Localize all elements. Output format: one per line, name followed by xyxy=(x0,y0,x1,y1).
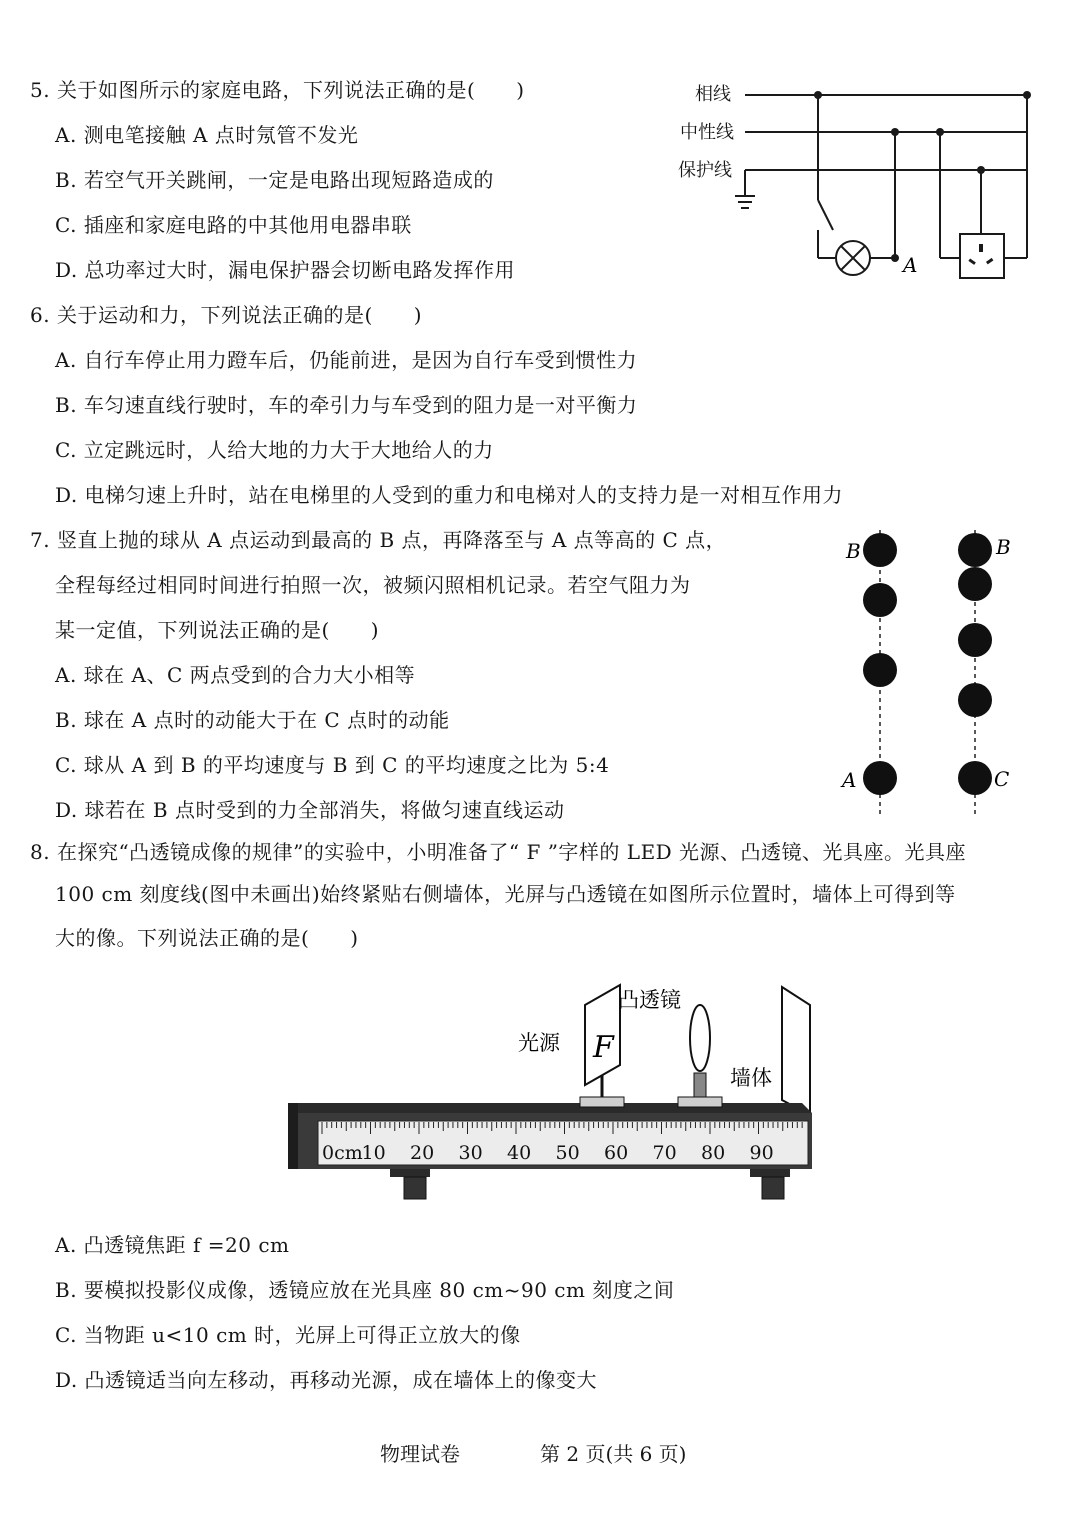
scale-label: 90 xyxy=(749,1142,774,1164)
q7-stem-line-3: 某一定值，下列说法正确的是( ) xyxy=(55,618,380,642)
point-a-dot xyxy=(891,254,899,262)
ball-left-3 xyxy=(863,653,897,687)
neutral-wire-label: 中性线 xyxy=(680,122,734,143)
q6-option-b: B. 车匀速直线行驶时，车的牵引力与车受到的阻力是一对平衡力 xyxy=(55,393,638,417)
circuit-diagram xyxy=(735,80,1035,280)
scale-label: 80 xyxy=(701,1142,726,1164)
ball-left-b xyxy=(863,533,897,567)
footer-page: 第 2 页(共 6 页) xyxy=(540,1442,687,1466)
q5-option-d: D. 总功率过大时，漏电保护器会切断电路发挥作用 xyxy=(55,258,516,282)
socket-icon xyxy=(960,234,1004,278)
ball-right-2 xyxy=(958,567,992,601)
right-bottom-label: C xyxy=(994,767,1010,791)
q7-option-a: A. 球在 A、C 两点受到的合力大小相等 xyxy=(55,663,416,687)
scale-label: 40 xyxy=(507,1142,532,1164)
q6-option-c: C. 立定跳远时，人给大地的力大于大地给人的力 xyxy=(55,438,494,462)
q8-stem-line-2: 100 cm 刻度线(图中未画出)始终紧贴右侧墙体，光屏与凸透镜在如图所示位置时，墙体上可得到等 xyxy=(55,882,956,906)
q8-stem-line-3: 大的像。下列说法正确的是( ) xyxy=(55,926,359,950)
ball-right-3 xyxy=(958,623,992,657)
scale-label: 30 xyxy=(458,1142,483,1164)
q8-option-b: B. 要模拟投影仪成像，透镜应放在光具座 80 cm~90 cm 刻度之间 xyxy=(55,1278,675,1302)
scale-label: 0cm xyxy=(322,1142,363,1164)
live-wire-label: 相线 xyxy=(695,84,731,105)
q5-option-b: B. 若空气开关跳闸，一定是电路出现短路造成的 xyxy=(55,168,494,192)
bench-top xyxy=(288,1103,812,1113)
q8-option-d: D. 凸透镜适当向左移动，再移动光源，成在墙体上的像变大 xyxy=(55,1368,598,1392)
ground-wire-label: 保护线 xyxy=(678,160,732,181)
ball-left-a xyxy=(863,761,897,795)
left-bottom-label: A xyxy=(842,768,857,792)
q6-stem: 6. 关于运动和力，下列说法正确的是( ) xyxy=(30,303,423,327)
ball-right-4 xyxy=(958,683,992,717)
ball-left-2 xyxy=(863,583,897,617)
point-a-label: A xyxy=(903,253,918,277)
q5-stem: 5. 关于如图所示的家庭电路，下列说法正确的是( ) xyxy=(30,78,525,102)
scale-label: 10 xyxy=(361,1142,386,1164)
scale-label: 60 xyxy=(604,1142,629,1164)
q7-option-b: B. 球在 A 点时的动能大于在 C 点时的动能 xyxy=(55,708,450,732)
scale-label: 70 xyxy=(652,1142,677,1164)
right-top-label: B xyxy=(996,535,1011,559)
q6-option-a: A. 自行车停止用力蹬车后，仍能前进，是因为自行车受到惯性力 xyxy=(55,348,638,372)
ball-right-c xyxy=(958,761,992,795)
source-letter: F xyxy=(593,1030,614,1065)
scale-label: 20 xyxy=(410,1142,435,1164)
q7-stem-line-2: 全程每经过相同时间进行拍照一次，被频闪照相机记录。若空气阻力为 xyxy=(55,573,691,597)
q6-option-d: D. 电梯匀速上升时，站在电梯里的人受到的重力和电梯对人的支持力是一对相互作用力 xyxy=(55,483,844,507)
strobe-photo-figure xyxy=(830,520,1030,820)
footer-subject: 物理试卷 xyxy=(380,1442,460,1466)
left-top-label: B xyxy=(846,539,861,563)
q5-option-a: A. 测电笔接触 A 点时氖管不发光 xyxy=(55,123,359,147)
optical-bench-figure xyxy=(280,975,840,1205)
q5-option-c: C. 插座和家庭电路的中其他用电器串联 xyxy=(55,213,412,237)
wall xyxy=(782,987,810,1115)
scale-label: 50 xyxy=(555,1142,580,1164)
wall-label: 墙体 xyxy=(730,1066,772,1090)
convex-lens xyxy=(690,1005,710,1071)
source-label: 光源 xyxy=(518,1031,560,1055)
q7-option-d: D. 球若在 B 点时受到的力全部消失，将做匀速直线运动 xyxy=(55,798,565,822)
ball-right-b xyxy=(958,533,992,567)
q7-stem-line-1: 7. 竖直上抛的球从 A 点运动到最高的 B 点，再降落至与 A 点等高的 C 点， xyxy=(30,528,727,552)
q8-option-a: A. 凸透镜焦距 f =20 cm xyxy=(55,1233,290,1257)
switch-blade xyxy=(818,200,833,230)
q7-option-c: C. 球从 A 到 B 的平均速度与 B 到 C 的平均速度之比为 5:4 xyxy=(55,753,610,777)
lens-label: 凸透镜 xyxy=(618,988,681,1012)
q8-stem-line-1: 8. 在探究“凸透镜成像的规律”的实验中，小明准备了“ F ”字样的 LED 光源、凸透镜、光具座。光具座 xyxy=(30,840,967,864)
q8-option-c: C. 当物距 u<10 cm 时，光屏上可得正立放大的像 xyxy=(55,1323,521,1347)
